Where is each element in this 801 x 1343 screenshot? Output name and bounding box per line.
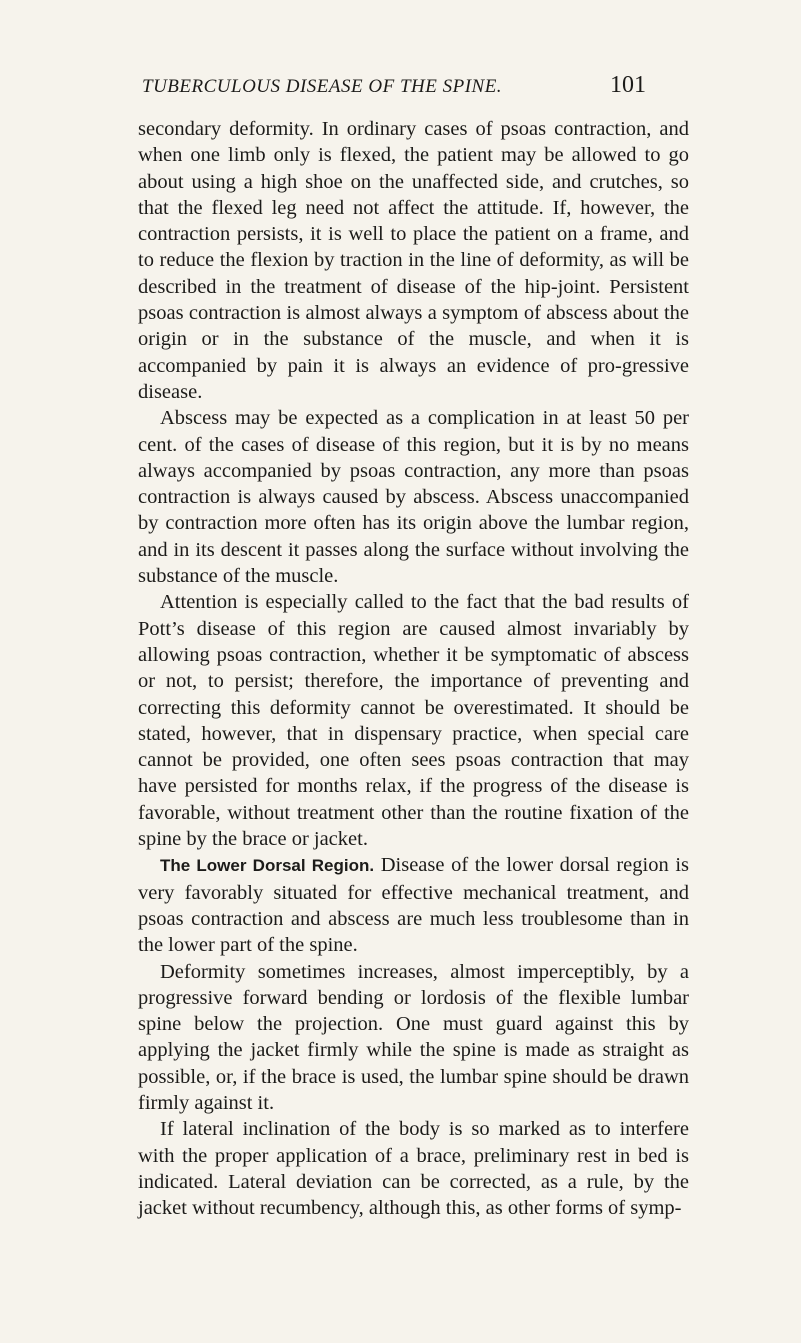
section-heading-lower-dorsal-region: The Lower Dorsal Region. <box>160 856 375 876</box>
paragraph-abscess: Abscess may be expected as a complication in at least 50 per cent. of the cases of disease of this region, but it is by no means always accompanied by psoas contraction, any more than psoas contraction is always caused by abscess. Abscess unaccompanied by contraction more often has its origin above the lumbar region, and in its descent it passes along the surface without involving the substance of the muscle. <box>138 407 689 588</box>
paragraph-attention: Attention is especially called to the fact that the bad results of Pott’s disease of this region are caused almost invariably by allowing psoas contraction, whether it be symptomatic of abscess or not, to persist; therefore, the importance of preventing and correcting this deformity cannot be overestimated. It should be stated, however, that in dispensary practice, when special care cannot be provided, one often sees psoas contraction that may have persisted for months relax, if the progress of the disease is favorable, without treatment other than the routine fixation of the spine by the brace or jacket. <box>138 591 689 851</box>
paragraph-lower-dorsal-text: Disease of the lower dorsal region is very favorably situated for effective mechanical treatment, and psoas contraction and abscess are much less troublesome than in the lower part of the spine. <box>138 854 689 957</box>
paragraph-secondary-deformity: secondary deformity. In ordinary cases of psoas contraction, and when one limb only is flexed, the patient may be allowed to go about using a high shoe on the unaffected side, and crutches, so that the flexed leg need not affect the attitude. If, however, the contraction persists, it is well to place the patient on a frame, and to reduce the flexion by traction in the line of deformity, as will be described in the treatment of disease of the hip-joint. Persistent psoas contraction is almost always a symptom of abscess about the origin or in the substance of the muscle, and when it is accompanied by pain it is always an evidence of pro-gressive disease. <box>138 118 689 403</box>
body-text <box>138 116 689 1221</box>
paragraph-deformity: Deformity sometimes increases, almost imperceptibly, by a progressive forward bending or lordosis of the flexible lumbar spine below the projection. One must guard against this by applying the jacket firmly while the spine is made as straight as possible, or, if the brace is used, the lumbar spine should be drawn firmly against it. <box>138 960 689 1114</box>
running-title: TUBERCULOUS DISEASE OF THE SPINE. <box>142 76 503 97</box>
page-number: 101 <box>610 72 646 98</box>
paragraph-lateral-inclination: If lateral inclination of the body is so marked as to interfere with the proper application of a brace, preliminary rest in bed is indicated. Lateral deviation can be corrected, as a rule, by the jacket without recumbency, although this, as other forms of symp- <box>138 1118 689 1220</box>
paragraph-lower-dorsal <box>138 852 689 958</box>
